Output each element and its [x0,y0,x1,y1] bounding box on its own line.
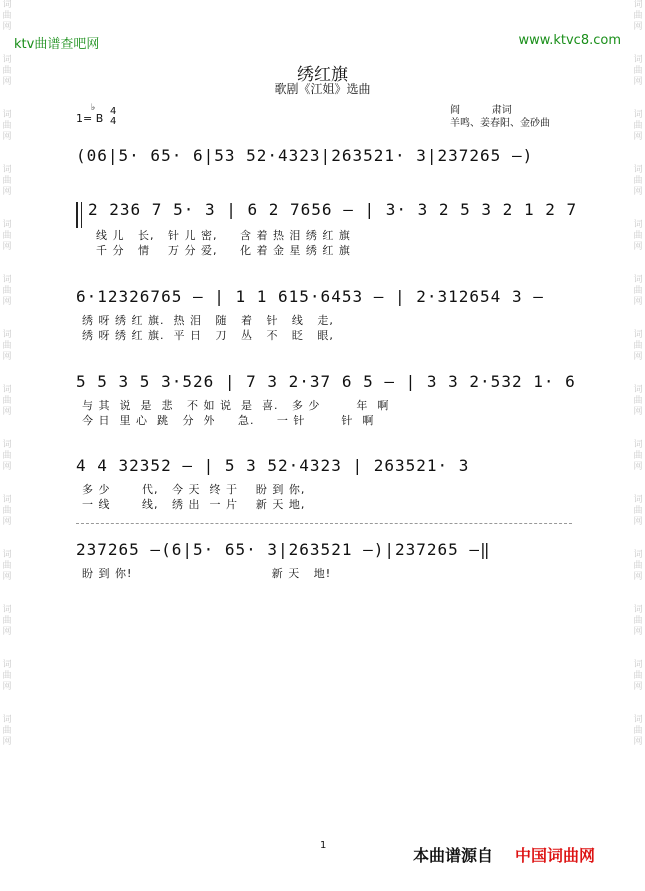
song-title: 绣红旗 [297,65,348,85]
score-row-1 [76,146,572,172]
score-row-5 [76,456,572,518]
site-brand-left[interactable]: ktv曲谱查吧网 [14,37,100,52]
flat-sign: ♭ [91,103,96,113]
lyricist-credit: 阎 肃词 [450,105,512,116]
coda-bracket [76,523,572,524]
score-row-6 [76,540,572,590]
notes-row-6: 237265 –(6|5· 65· 3|263521 –)|237265 –‖ [76,540,491,559]
credits [450,104,550,130]
lyric-row-3-verse-1: 绣 呀 绣 红 旗. 热 泪 随 着 针 线 走, [82,314,334,327]
source-label: 本曲谱源自 [413,846,494,865]
score-row-2 [76,200,578,262]
site-brand-right[interactable]: www.ktvc8.com [518,33,621,48]
score-row-4 [76,372,576,434]
composer-credit: 羊鸣、姜春阳、金砂曲 [450,118,550,129]
time-signature [110,107,116,127]
time-bottom: 4 [110,116,117,127]
watermark-right: 词 曲 网 词 曲 网 词 曲 网 词 曲 网 词 曲 网 词 曲 网 词 曲 网 词 曲 网 词 曲 网 词 曲 网 词 曲 网 词 曲 网 词 曲 网 词 曲 网 [633,0,643,747]
lyric-row-6: 盼 到 你! 新 天 地! [82,567,332,580]
source-site-link[interactable]: 中国词曲网 [515,846,596,865]
notes-row-3: 6·12326765 – | 1 1 615·6453 – | 2·312654 3 – [76,287,544,306]
lyric-row-2-verse-1: 线 儿 长, 针 儿 密, 含 着 热 泪 绣 红 旗 [96,229,351,242]
source-credit [413,843,595,866]
lyric-row-2-verse-2: 千 分 情 万 分 爱, 化 着 金 星 绣 红 旗 [96,244,351,257]
score-row-3 [76,287,572,349]
lyric-row-5-verse-1: 多 少 代, 今 天 终 于 盼 到 你, [82,483,306,496]
notes-row-4: 5 5 3 5 3·526 | 7 3 2·37 6 5 – | 3 3 2·532 1· 6 [76,372,576,391]
lyric-row-4-verse-1: 与 其 说 是 悲 不 如 说 是 喜. 多 少 年 啊 [82,399,390,412]
lyric-row-5-verse-2: 一 线 线, 绣 出 一 片 新 天 地, [82,498,306,511]
repeat-start-bar [76,202,82,228]
song-subtitle: 歌剧《江姐》选曲 [274,82,371,96]
notes-row-5: 4 4 32352 – | 5 3 52·4323 | 263521· 3 [76,456,470,475]
time-top: 4 [110,106,117,117]
watermark-left: 词 曲 网 词 曲 网 词 曲 网 词 曲 网 词 曲 网 词 曲 网 词 曲 网 词 曲 网 词 曲 网 词 曲 网 词 曲 网 词 曲 网 词 曲 网 词 曲 网 [2,0,12,747]
notes-row-2: 2 236 7 5· 3 | 6 2 7656 – | 3· 3 2 5 3 2 1 2 7 [88,200,578,219]
lyric-row-3-verse-2: 绣 呀 绣 红 旗. 平 日 刀 丛 不 眨 眼, [82,329,334,342]
notes-row-1: (06|5· 65· 6|53 52·4323|263521· 3|237265 –) [76,146,534,165]
lyric-row-4-verse-2: 今 日 里 心 跳 分 外 急. 一 针 针 啊 [82,414,375,427]
page-number: 1 [320,840,327,851]
key-signature [76,103,104,125]
key-label: 1= B [76,112,104,125]
